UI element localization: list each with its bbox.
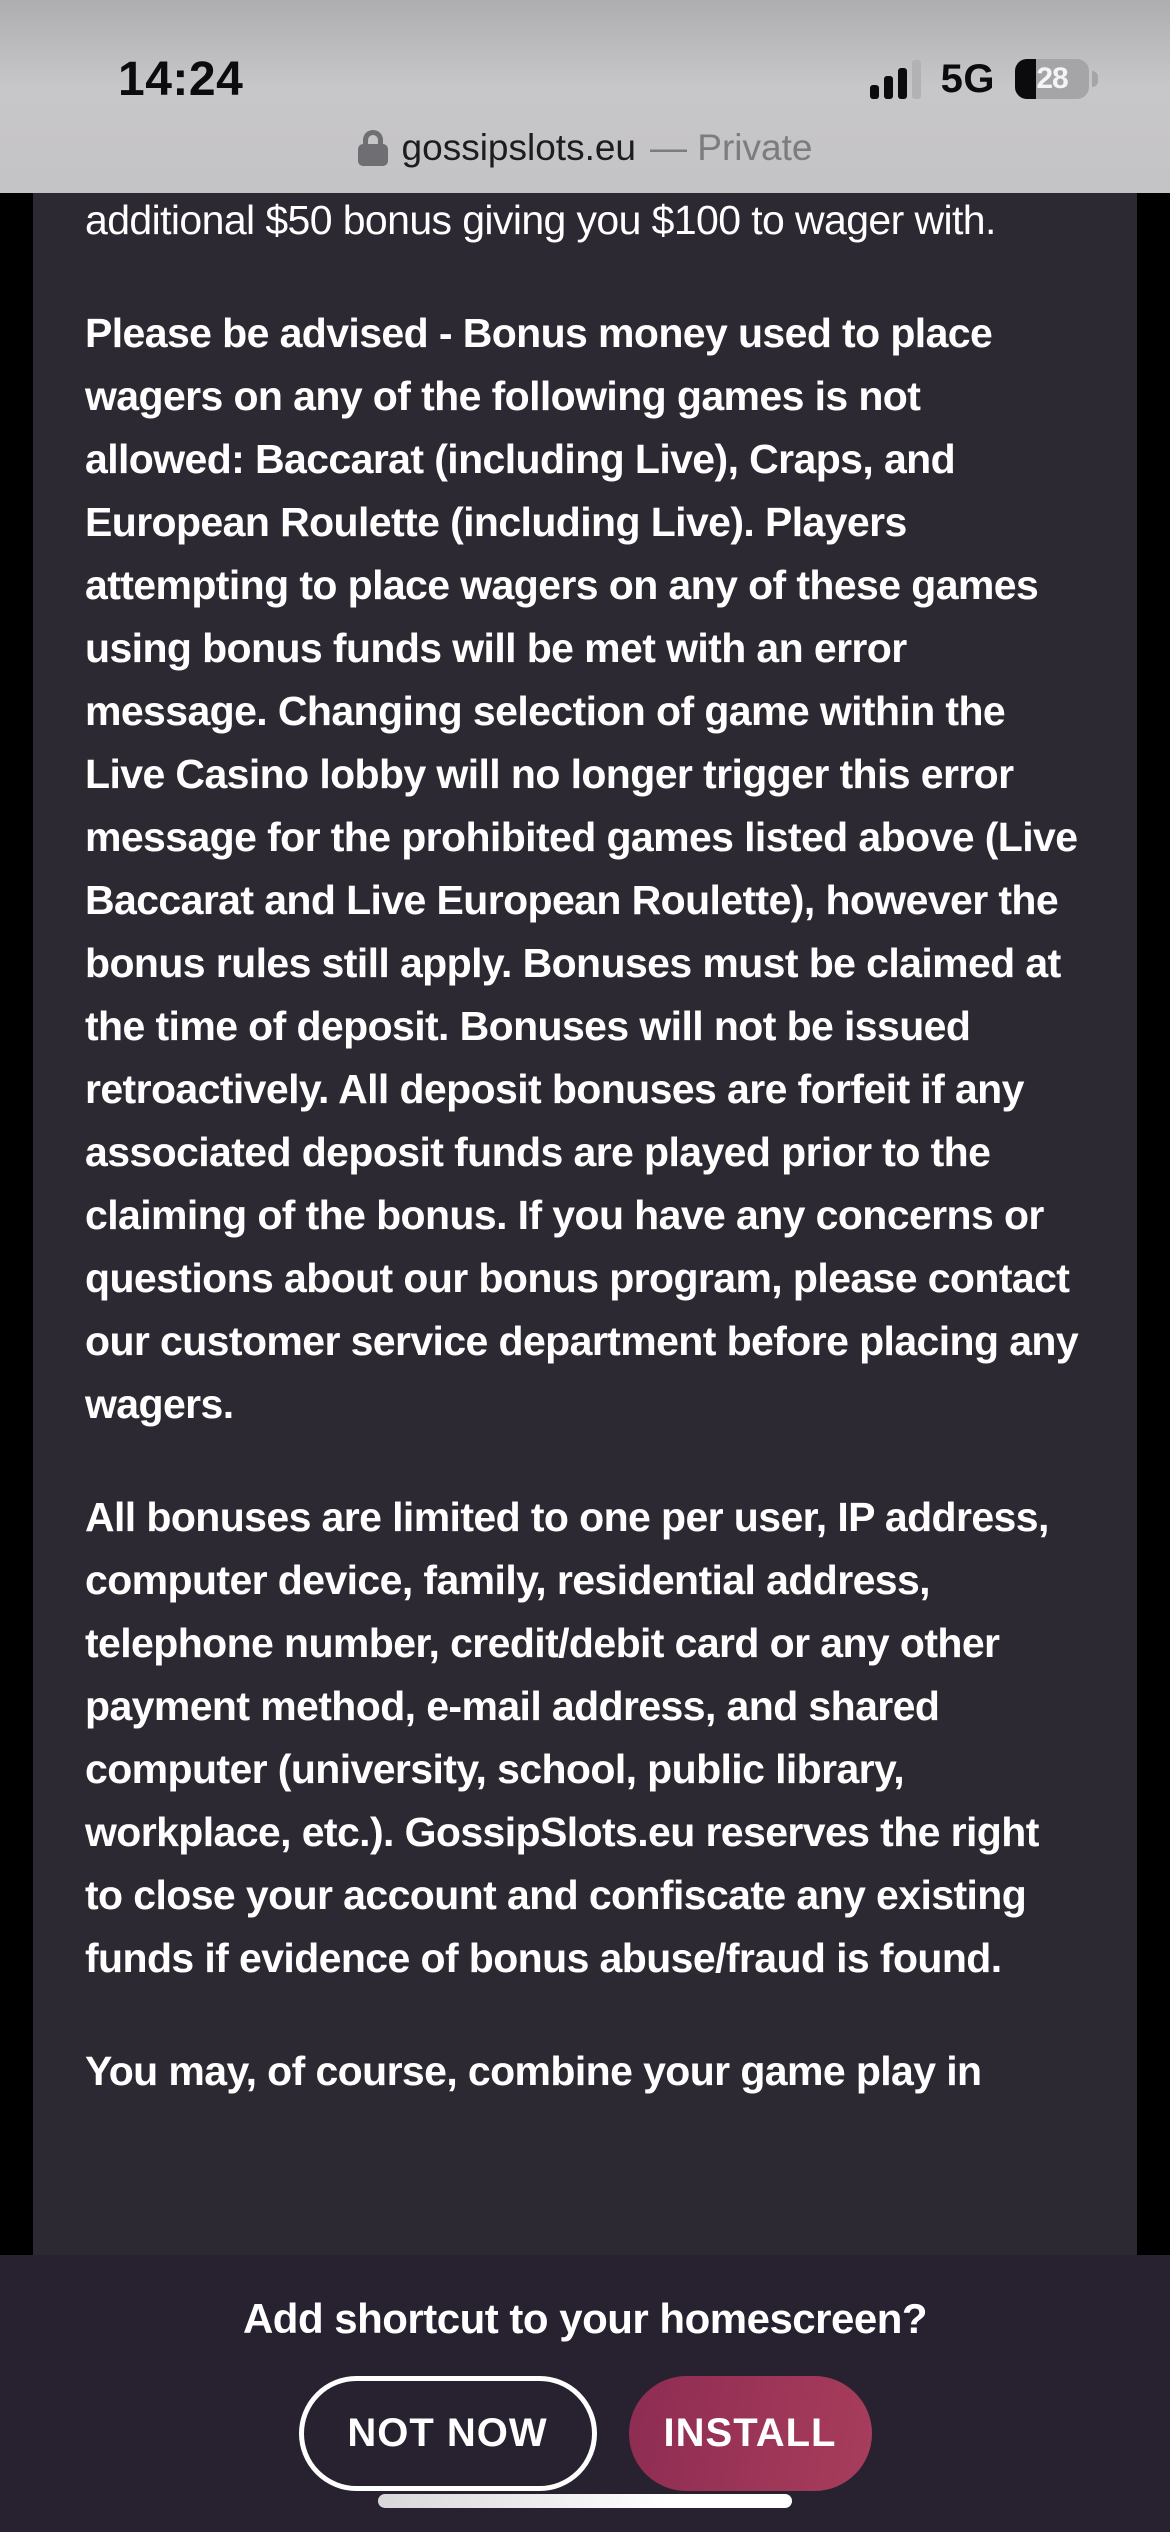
- private-mode-label: — Private: [650, 127, 813, 168]
- status-time: 14:24: [118, 53, 244, 106]
- bonus-combine-paragraph: You may, of course, combine your game play in: [85, 2048, 982, 2094]
- home-indicator[interactable]: [378, 2494, 792, 2508]
- add-shortcut-banner: [0, 2255, 1170, 2532]
- signal-bar: [884, 76, 893, 99]
- network-type-label: 5G: [940, 56, 995, 101]
- battery-icon: [1015, 59, 1098, 99]
- signal-bar-empty: [912, 60, 921, 99]
- status-bar: [0, 44, 1170, 114]
- url-domain: gossipslots.eu: [401, 127, 637, 168]
- cellular-signal-icon: [870, 57, 921, 102]
- battery-body: [1015, 59, 1089, 99]
- lock-icon: [358, 130, 388, 166]
- bonus-advisory-paragraph: Please be advised - Bonus money used to place wagers on any of the following games is not allowed: Baccarat (including Live), Craps, and European Roulette (including Live). Players attempting to place wagers on any of these games using bonus funds will be met with an error message. Changing selection of game within the Live Casino lobby will no longer trigger this error message for the prohibited games listed above (Live Baccarat and Live European Roulette), however the bonus rules still apply. Bonuses must be claimed at the time of deposit. Bonuses will not be issued retroactively. All deposit bonuses are forfeit if any associated deposit funds are played prior to the claiming of the bonus. If you have any concerns or questions about our bonus program, please contact our customer service department before placing any wagers.: [85, 310, 1079, 1427]
- install-button[interactable]: INSTALL: [629, 2376, 872, 2491]
- battery-percent: 28: [1036, 62, 1068, 95]
- address-bar[interactable]: [0, 122, 1170, 174]
- banner-title: Add shortcut to your homescreen?: [242, 2295, 928, 2342]
- battery-cap: [1092, 71, 1098, 87]
- signal-bar: [870, 85, 879, 99]
- lock-body: [358, 144, 388, 166]
- banner-buttons: [0, 2376, 1170, 2491]
- bonus-intro-paragraph: additional $50 bonus giving you $100 to wager with.: [85, 197, 996, 243]
- page-content-scroll-area[interactable]: [33, 193, 1137, 2255]
- browser-header: [0, 0, 1170, 193]
- bonus-limits-paragraph: All bonuses are limited to one per user, IP address, computer device, family, residential address, telephone number, credit/debit card or any other payment method, e-mail address, and shared computer (university, school, public library, workplace, etc.). GossipSlots.eu reserves the right to close your account and confiscate any existing funds if evidence of bonus abuse/fraud is found.: [85, 1494, 1049, 1981]
- signal-bar: [898, 68, 907, 99]
- status-icons: [870, 44, 1098, 114]
- not-now-button[interactable]: NOT NOW: [299, 2376, 597, 2491]
